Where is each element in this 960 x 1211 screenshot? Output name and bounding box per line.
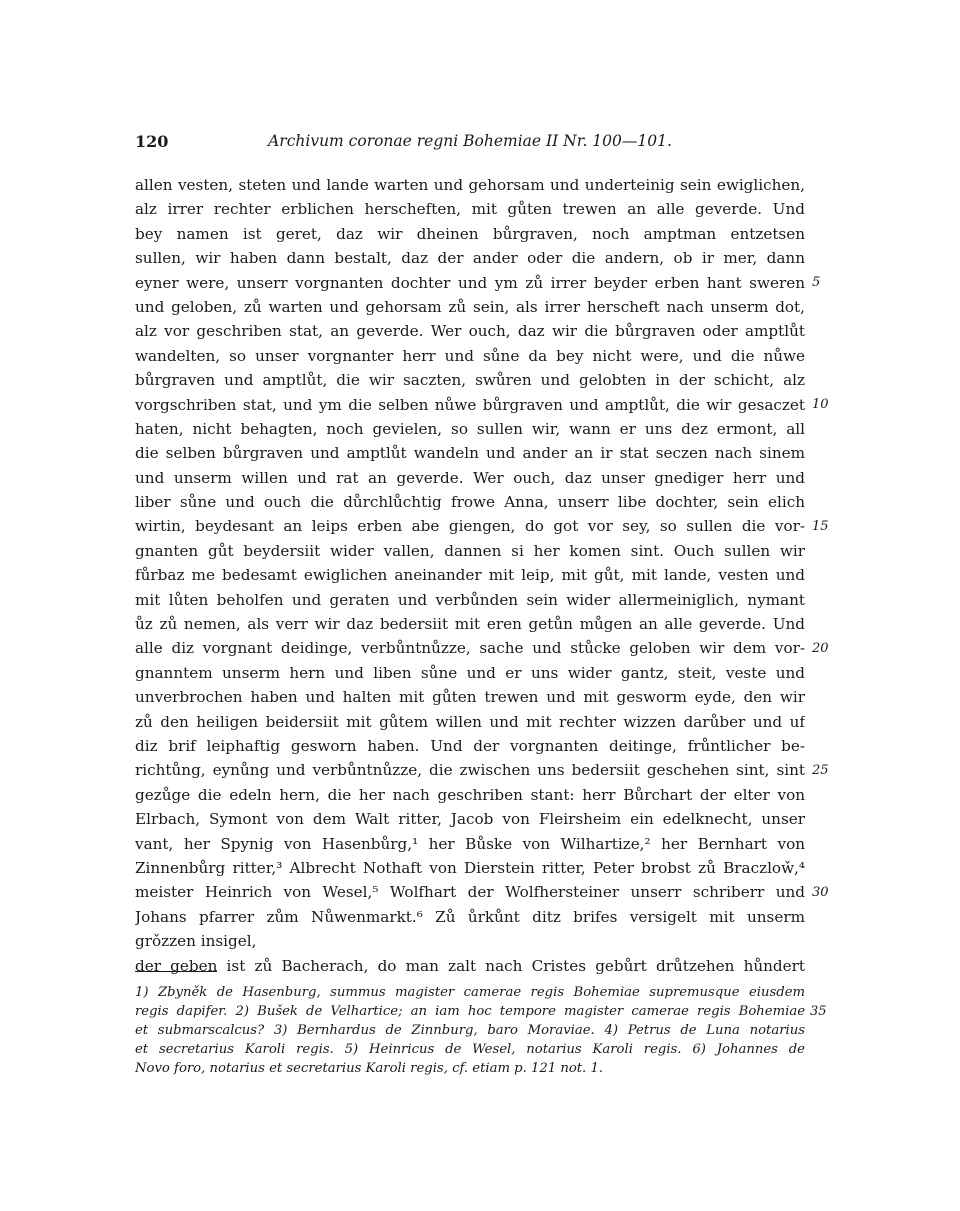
text-line: alz vor geschriben stat, an geverde. Wer ouch, daz wir die bůrgraven oder amptlůt [135,322,805,341]
page-number: 120 [135,132,169,151]
footnote-line: Novo foro, notarius et secretarius Karoli regis, cf. etiam p. 121 not. 1. [135,1061,604,1076]
text-line: meister Heinrich von Wesel,⁵ Wolfhart der Wolfhersteiner unserr schriberr und [135,883,805,902]
text-line: Johans pfarrer zům Nůwenmarkt.⁶ Zů ůrkůnt ditz brifes versigelt mit unserm [135,907,805,926]
text-line: sullen, wir haben dann bestalt, daz der ander oder die andern, ob ir mer, dann [135,249,805,268]
footnote-divider [135,971,217,972]
text-line: Zinnenbůrg ritter,³ Albrecht Nothaft von Dierstein ritter, Peter brobst zů Braczlow̌,⁴ [135,858,805,877]
text-line: bey namen ist geret, daz wir dheinen bůrgraven, noch amptman entzetsen [135,224,805,243]
text-line: gnanten gůt beydersiit wider vallen, dannen si her komen sint. Ouch sullen wir [135,541,805,560]
text-line: mit lůten beholfen und geraten und verbůnden sein wider allermeiniglich, nymant [135,590,805,609]
footnote-line: regis dapifer. 2) Bušek de Velhartice; an iam hoc tempore magister camerae regis Bohemiae [135,1004,805,1019]
text-line: vorgschriben stat, und ym die selben nůwe bůrgraven und amptlůt, die wir gesaczet [135,395,805,414]
main-text [135,173,805,978]
line-number: 20 [812,640,829,656]
text-line: richtůng, eynůng und verbůntnůzze, die zwischen uns bedersiit geschehen sint, sint [135,761,805,780]
line-number: 30 [812,884,829,900]
text-line: fůrbaz me bedesamt ewiglichen aneinander mit leip, mit gůt, mit lande, vesten und [135,566,805,585]
text-line: haten, nicht behagten, noch gevielen, so sullen wir, wann er uns dez ermont, all [135,419,805,438]
text-line: grǒzzen insigel, [135,932,257,951]
line-number: 35 [810,1004,827,1019]
text-line: liber sůne und ouch die důrchlůchtig frowe Anna, unserr libe dochter, sein elich [135,493,805,512]
text-line: ůz zů nemen, als verr wir daz bedersiit mit eren getůn můgen an alle geverde. Und [135,615,805,634]
footnotes [135,983,805,1078]
text-line: Elrbach, Symont von dem Walt ritter, Jacob von Fleirsheim ein edelknecht, unser [135,810,805,829]
running-title: Archivum coronae regni Bohemiae II Nr. 100—101. [268,132,672,150]
text-line: der geben ist zů Bacherach, do man zalt nach Cristes gebůrt drůtzehen hůndert [135,956,805,975]
text-line: alle diz vorgnant deidinge, verbůntnůzze, sache und stůcke geloben wir dem vor- [135,639,805,658]
footnote-line: et secretarius Karoli regis. 5) Heinricus de Wesel, notarius Karoli regis. 6) Johannes de [135,1042,805,1057]
text-line: bůrgraven und amptlůt, die wir saczten, swůren und gelobten in der schicht, alz [135,371,805,390]
text-line: und geloben, zů warten und gehorsam zů sein, als irrer herscheft nach unserm dot, [135,297,805,316]
text-line: allen vesten, steten und lande warten und gehorsam und underteinig sein ewiglichen, [135,176,805,194]
page-header [135,132,805,156]
text-line: zů den heiligen beidersiit mit gůtem willen und mit rechter wizzen darůber und uf [135,712,805,731]
line-number: 5 [812,274,821,290]
footnote-line: et submarscalcus? 3) Bernhardus de Zinnburg, baro Moraviae. 4) Petrus de Luna notarius [135,1023,805,1038]
text-line: wirtin, beydesant an leips erben abe giengen, do got vor sey, so sullen die vor- [135,517,805,536]
text-line: wandelten, so unser vorgnanter herr und sůne da bey nicht were, und die nůwe [135,346,805,365]
text-line: und unserm willen und rat an geverde. Wer ouch, daz unser gnediger herr und [135,468,805,487]
line-number: 25 [812,762,829,778]
line-number: 10 [812,396,829,412]
text-line: unverbrochen haben und halten mit gůten trewen und mit gesworm eyde, den wir [135,688,805,707]
text-line: alz irrer rechter erblichen herscheften, mit gůten trewen an alle geverde. Und [135,200,805,219]
line-number: 15 [812,518,829,534]
text-line: gezůge die edeln hern, die her nach geschriben stant: herr Bůrchart der elter von [135,785,805,804]
text-line: die selben bůrgraven und amptlůt wandeln und ander an ir stat seczen nach sinem [135,444,805,463]
footnote-line: 1) Zbyněk de Hasenburg, summus magister camerae regis Bohemiae supremusque eiusdem [135,985,805,1000]
text-line: eyner were, unserr vorgnanten dochter und ym zů irrer beyder erben hant sweren [135,273,805,292]
text-line: vant, her Spynig von Hasenbůrg,¹ her Bůske von Wilhartize,² her Bernhart von [135,834,805,853]
text-line: gnanntem unserm hern und liben sůne und er uns wider gantz, steit, veste und [135,663,805,682]
text-line: diz brif leiphaftig gesworn haben. Und der vorgnanten deitinge, frůntlicher be- [135,736,805,755]
